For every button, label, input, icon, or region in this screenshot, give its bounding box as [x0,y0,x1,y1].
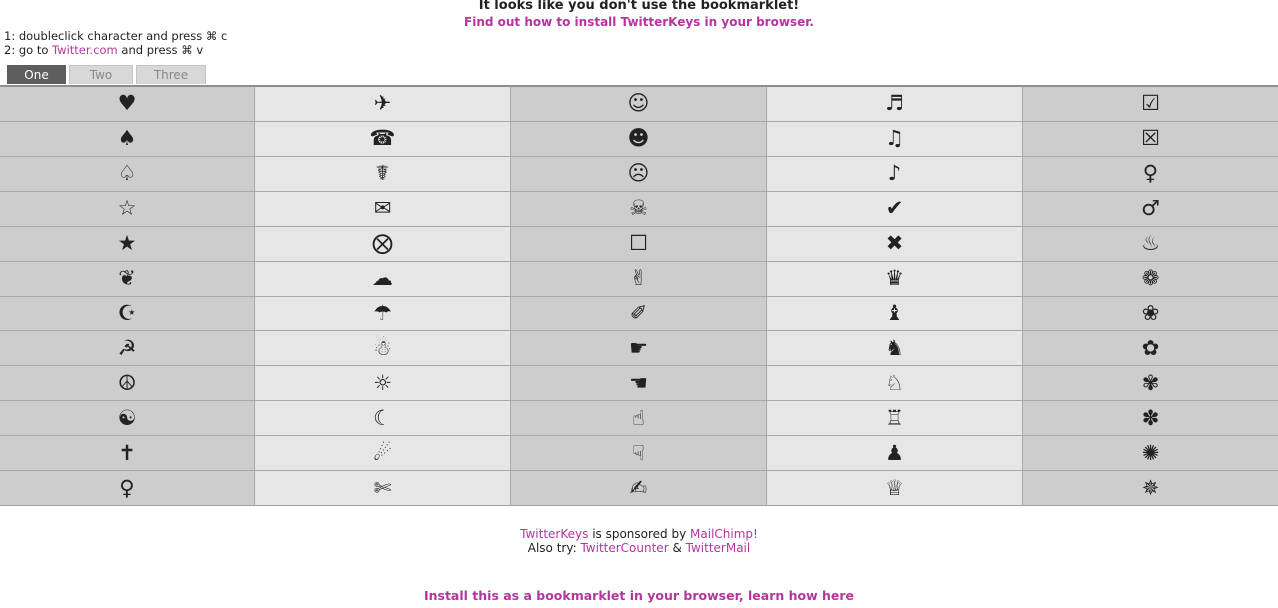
character-cell[interactable]: ☪ [0,297,254,332]
character-cell[interactable]: ☄ [255,436,510,471]
character-cell[interactable]: ✉ [255,192,510,227]
tab-bar [7,65,209,85]
sponsor-text: is sponsored by [588,527,691,541]
character-cell[interactable]: ♀ [119,475,135,500]
grid-column-2 [255,87,511,505]
character-cell[interactable]: ✝ [0,436,254,471]
instruction-step-2-prefix: 2: go to [4,43,53,57]
character-cell[interactable]: ✾ [1023,366,1278,401]
character-cell[interactable]: ☚ [511,366,766,401]
character-cell[interactable]: ♪ [767,157,1022,192]
character-cell[interactable]: ☝ [511,401,766,436]
grid-column-3 [511,87,767,505]
character-cell[interactable]: ♤ [0,157,254,192]
character-cell[interactable]: ✿ [1023,331,1278,366]
character-cell[interactable]: ✔ [767,192,1022,227]
character-cell[interactable]: ☭ [0,331,254,366]
character-cell[interactable]: ☁ [255,262,510,297]
twitter-link[interactable]: Twitter.com [52,43,118,57]
character-cell[interactable]: ❦ [0,262,254,297]
character-cell[interactable]: ☛ [511,331,766,366]
character-grid [0,85,1278,506]
character-cell[interactable]: ☐ [511,227,766,262]
grid-column-4 [767,87,1023,505]
twittercounter-link[interactable]: TwitterCounter [580,541,669,555]
character-cell[interactable]: ✄ [373,475,392,500]
twitterkeys-link[interactable]: TwitterKeys [520,527,589,541]
character-cell[interactable]: ❁ [1023,262,1278,297]
sponsor-line [0,527,1278,541]
ampersand: & [668,541,686,555]
also-try-line [0,541,1278,555]
character-cell[interactable]: ☼ [255,366,510,401]
character-cell[interactable]: ☻ [511,122,766,157]
character-cell[interactable]: ♖ [767,401,1022,436]
instructions [4,29,227,57]
character-cell[interactable]: ♛ [767,262,1022,297]
character-cell[interactable]: ♕ [885,475,904,500]
character-cell[interactable]: ♝ [767,297,1022,332]
character-cell[interactable]: ✵ [1141,475,1160,500]
character-cell[interactable]: ☎ [255,122,510,157]
character-cell[interactable]: ✌ [511,262,766,297]
instruction-step-2-suffix: and press ⌘ v [117,43,204,57]
character-cell[interactable]: ♥ [0,87,254,122]
character-cell[interactable]: ♬ [767,87,1022,122]
character-cell[interactable]: ☺ [511,87,766,122]
character-cell[interactable]: ⨂ [255,227,510,262]
tab-two[interactable]: Two [69,65,133,84]
character-cell[interactable]: ♫ [767,122,1022,157]
character-cell[interactable]: ♠ [0,122,254,157]
character-cell[interactable]: ♟ [767,436,1022,471]
character-cell[interactable]: ☆ [0,192,254,227]
tab-three[interactable]: Three [136,65,206,84]
sponsor-section [0,527,1278,555]
character-cell[interactable]: ♂ [1023,192,1278,227]
character-cell[interactable]: ★ [0,227,254,262]
character-cell[interactable]: ♘ [767,366,1022,401]
character-cell[interactable]: ✖ [767,227,1022,262]
bookmarklet-install-link[interactable]: Install this as a bookmarklet in your browser, learn how here [423,588,855,603]
character-cell[interactable]: ☂ [255,297,510,332]
character-cell[interactable]: ☒ [1023,122,1278,157]
also-try-text: Also try: [527,541,581,555]
character-cell[interactable]: ✐ [511,297,766,332]
instruction-step-2 [4,43,227,57]
character-cell[interactable]: ☹ [511,157,766,192]
character-cell[interactable]: ♀ [1023,157,1278,192]
character-cell[interactable]: ☮ [0,366,254,401]
character-cell[interactable]: ☾ [255,401,510,436]
bookmarklet-banner [0,0,1278,30]
grid-column-1 [0,87,255,505]
instruction-step-1: 1: doubleclick character and press ⌘ c [4,29,228,43]
mailchimp-link[interactable]: MailChimp! [690,527,758,541]
character-cell[interactable]: ☤ [255,157,510,192]
grid-column-5 [1023,87,1278,505]
character-cell[interactable]: ☯ [0,401,254,436]
tab-one[interactable]: One [7,65,66,84]
character-cell[interactable]: ☠ [511,192,766,227]
character-cell[interactable]: ✍ [629,475,648,500]
character-cell[interactable]: ♨ [1023,227,1278,262]
banner-title: It looks like you don't use the bookmarklet! [478,0,800,13]
character-cell[interactable]: ✺ [1023,436,1278,471]
character-cell[interactable]: ☟ [511,436,766,471]
twittermail-link[interactable]: TwitterMail [685,541,751,555]
install-link[interactable]: Find out how to install TwitterKeys in your browser. [464,15,814,29]
character-cell[interactable]: ☑ [1023,87,1278,122]
character-cell[interactable]: ✈ [255,87,510,122]
character-cell[interactable]: ♞ [767,331,1022,366]
character-cell[interactable]: ✽ [1023,401,1278,436]
character-cell[interactable]: ☃ [255,331,510,366]
character-cell[interactable]: ❀ [1023,297,1278,332]
bookmarklet-footer [0,588,1278,603]
